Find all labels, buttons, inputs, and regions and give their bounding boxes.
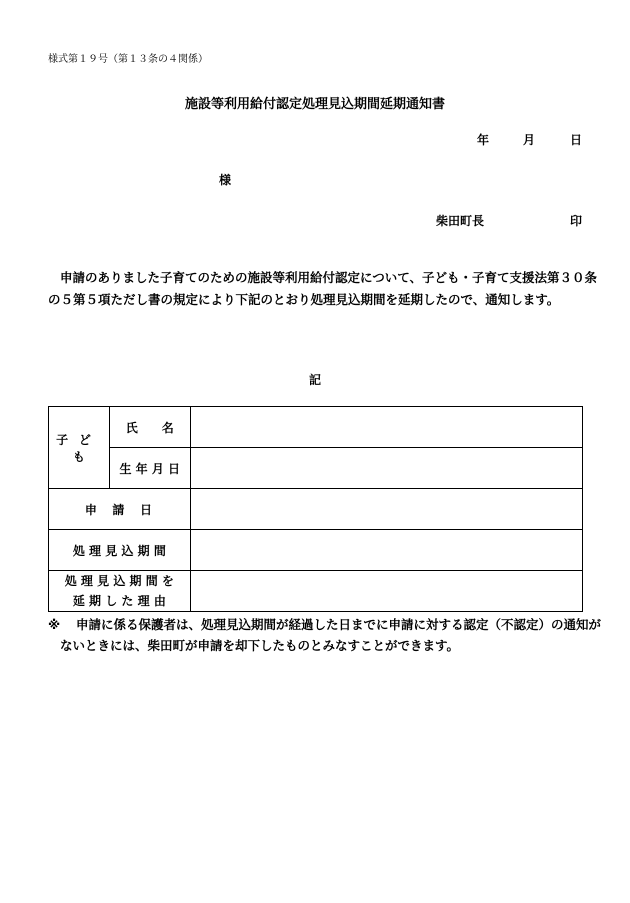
details-table [48,406,583,612]
reason-label-line-1: 処理見込期間を [64,574,179,588]
addressee-suffix: 様 [219,173,232,187]
note [48,614,602,656]
child-label-cell [49,407,110,489]
birthdate-value-cell[interactable] [190,448,582,489]
date-day-label: 日 [570,133,583,147]
reason-value-cell[interactable] [190,571,582,612]
birthdate-label-cell [109,448,190,489]
note-line-1: 申請に係る保護者は、処理見込期間が経過した日までに申請に対する認定（不認定）の通知が [76,617,602,632]
seal-mark: 印 [570,214,583,228]
period-label: 処理見込期間 [72,543,171,558]
reason-label-cell [49,571,191,612]
name-label-cell [109,407,190,448]
application-date-label-cell [49,489,191,530]
application-date-label: 申 請 日 [84,502,154,517]
date-month-label: 月 [523,133,536,147]
ki-heading: 記 [308,373,321,387]
document-title: 施設等利用給付認定処理見込期間延期通知書 [184,97,445,112]
notice-body-line-2: の５第５項ただし書の規定により下記のとおり処理見込期間を延期したので、通知します。 [48,292,560,307]
period-value-cell[interactable] [190,530,582,571]
notice-body [48,267,598,311]
name-value-cell[interactable] [190,407,582,448]
birthdate-label: 生年月日 [119,461,185,476]
child-label: 子ども [56,432,102,464]
date-year-label: 年 [477,133,490,147]
form-number: 様式第１９号（第１３条の４関係） [48,54,208,65]
issuer-name: 柴田町長 [436,214,485,228]
name-label: 氏 名 [125,420,174,435]
note-line-2: ないときには、柴田町が申請を却下したものとみなすことができます。 [60,638,460,653]
notice-body-line-1: 申請のありました子育てのための施設等利用給付認定について、子ども・子育て支援法第３０条 [60,270,598,285]
note-mark: ※ [48,617,61,632]
application-date-value-cell[interactable] [190,489,582,530]
reason-label-line-2: 延期した理由 [72,594,171,608]
period-label-cell [49,530,191,571]
